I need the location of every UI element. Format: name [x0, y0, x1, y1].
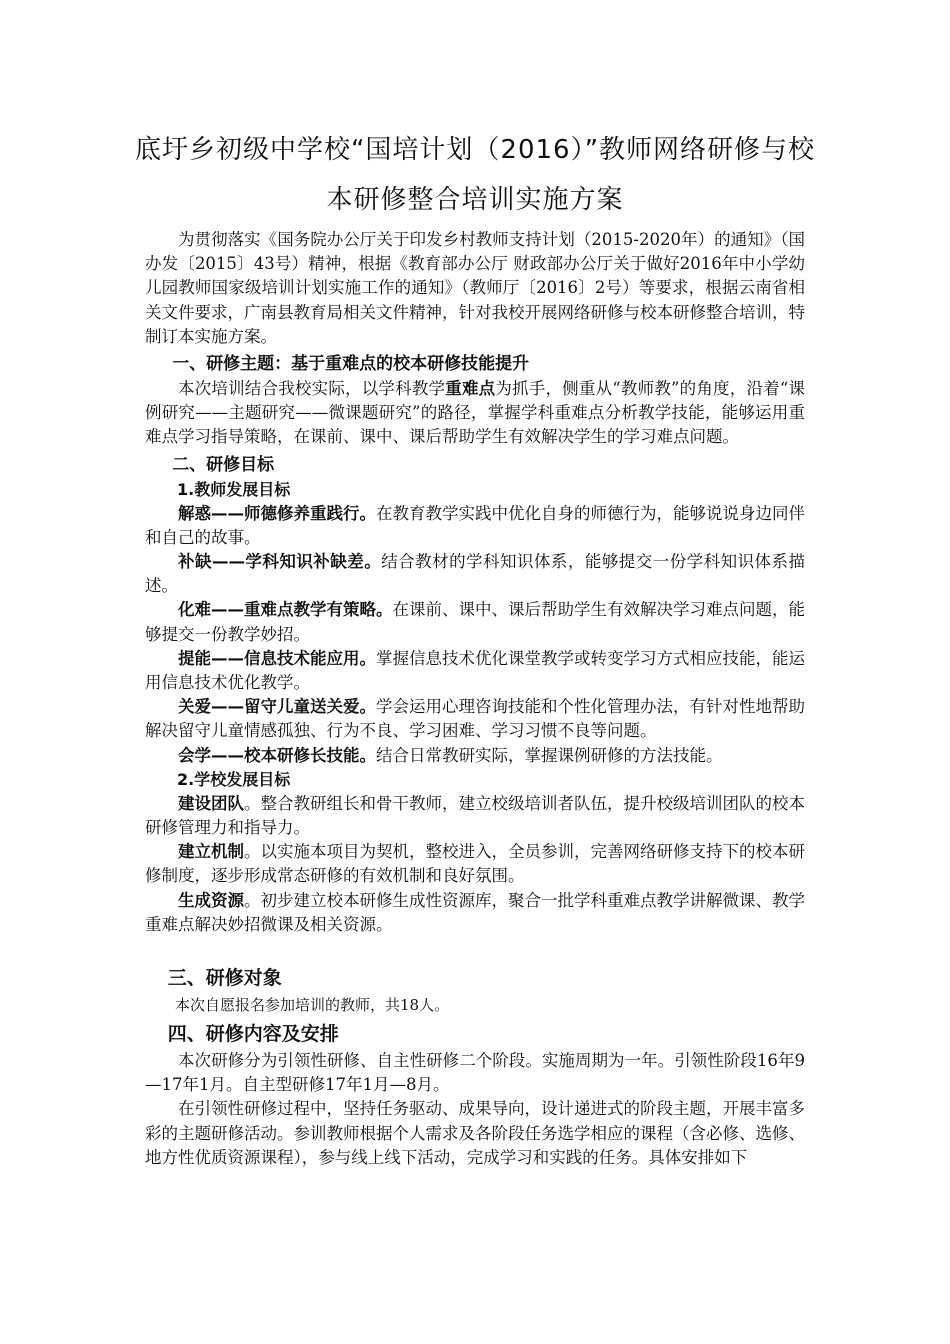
document-title-line-2: 本研修整合培训实施方案 — [326, 185, 624, 215]
spacer — [145, 937, 805, 961]
section-1-paragraph — [145, 377, 805, 450]
school-goal-text: 。以实施本项目为契机，整校进入，全员参训，完善网络研修支持下的校本研修制度，逐步形成常态研修的有效机制和良好氛围。 — [145, 842, 805, 886]
section-1-heading: 一、研修主题：基于重难点的校本研修技能提升 — [172, 354, 530, 375]
school-goals-subheading: 2.学校发展目标 — [177, 769, 291, 789]
teacher-goal-item — [145, 550, 805, 598]
section-4-paragraph-2: 在引领性研修过程中，坚持任务驱动、成果导向，设计递进式的阶段主题，开展丰富多彩的主题研修活动。参训教师根据个人需求及各阶段任务选学相应的课程（含必修、选修、地方性优质资源课程），参与线上线下活动，完成学习和实践的任务。具体安排如下 — [145, 1099, 805, 1167]
teacher-goal-text: 掌握信息技术优化课堂教学或转变学习方式相应技能，能运用信息技术优化教学。 — [145, 648, 805, 693]
section-1-text-a: 本次培训结合我校实际，以学科教学 — [178, 379, 446, 399]
teacher-goal-text: 结合教材的学科知识体系，能够提交一份学科知识体系描述。 — [145, 552, 806, 596]
teacher-goal-tag: 提能——信息技术能应用。 — [178, 648, 376, 668]
intro-paragraph: 为贯彻落实《国务院办公厅关于印发乡村教师支持计划（2015-2020年）的通知》（国办发〔2015〕43号）精神，根据《教育部办公厅 财政部办公厅关于做好2016年中小学幼儿园教师国家级培训计划实施工作的通知》（教师厅〔2016〕2号）等要求，根据云南省相关文件要求，广南县教育局相关文件精神，针对我校开展网络研修与校本研修整合培训，特制订本实施方案。 — [145, 230, 805, 346]
section-4-heading: 四、研修内容及安排 — [167, 1023, 339, 1046]
teacher-goal-item — [145, 598, 805, 646]
teacher-goal-tag: 会学——校本研修长技能。 — [178, 745, 376, 765]
school-goal-item — [145, 840, 805, 888]
teacher-goal-text: 在教育教学实践中优化自身的师德行为，能够说说身边同伴和自己的故事。 — [145, 503, 805, 547]
school-goal-tag: 建立机制 — [178, 842, 244, 862]
teacher-goal-tag: 解惑——师德修养重践行。 — [178, 503, 376, 523]
teacher-goal-item — [145, 744, 805, 768]
section-3-heading: 三、研修对象 — [167, 967, 282, 990]
teacher-goal-text: 学会运用心理咨询技能和个性化管理办法，有针对性地帮助解决留守儿童情感孤独、行为不良、学习困难、学习习惯不良等问题。 — [145, 697, 805, 741]
document-body — [145, 228, 805, 1170]
teacher-goal-item — [145, 647, 805, 695]
school-goal-text: 。整合教研组长和骨干教师，建立校级培训者队伍，提升校级培训团队的校本研修管理力和指导力。 — [145, 793, 805, 838]
section-4-paragraph-1: 本次研修分为引领性研修、自主性研修二个阶段。实施周期为一年。引领性阶段16年9—17年1月。自主型研修17年1月—8月。 — [145, 1051, 805, 1095]
document-title-line-1: 底圩乡初级中学校“国培计划（2016）”教师网络研修与校 — [134, 135, 816, 165]
section-1-emphasis: 重难点 — [445, 379, 496, 399]
school-goal-tag: 生成资源 — [178, 890, 244, 910]
school-goal-item — [145, 889, 805, 937]
teacher-goal-tag: 化难——重难点教学有策略。 — [178, 600, 393, 620]
school-goal-tag: 建设团队 — [178, 793, 244, 813]
section-2-heading: 二、研修目标 — [172, 454, 275, 475]
section-3-paragraph: 本次自愿报名参加培训的教师，共18人。 — [175, 996, 450, 1015]
teacher-goals-subheading: 1.教师发展目标 — [177, 479, 291, 499]
teacher-goal-item — [145, 502, 805, 550]
teacher-goal-item — [145, 695, 805, 743]
teacher-goal-text: 在课前、课中、课后帮助学生有效解决学习难点问题，能够提交一份教学妙招。 — [145, 600, 805, 644]
teacher-goal-tag: 关爱——留守儿童送关爱。 — [178, 697, 376, 717]
teacher-goal-text: 结合日常教研实际，掌握课例研修的方法技能。 — [376, 745, 723, 765]
school-goal-text: 。初步建立校本研修生成性资源库，聚合一批学科重难点教学讲解微课、教学重难点解决妙招微课及相关资源。 — [145, 890, 805, 934]
section-1-text-b: 为抓手，侧重从“教师教”的角度，沿着“课例研究——主题研究——微课题研究”的路径，掌握学科重难点分析教学技能，能够运用重难点学习指导策略，在课前、课中、课后帮助学生有效解决学生的学习难点问题。 — [145, 379, 806, 447]
teacher-goal-tag: 补缺——学科知识补缺差。 — [178, 552, 382, 572]
school-goal-item — [145, 792, 805, 840]
